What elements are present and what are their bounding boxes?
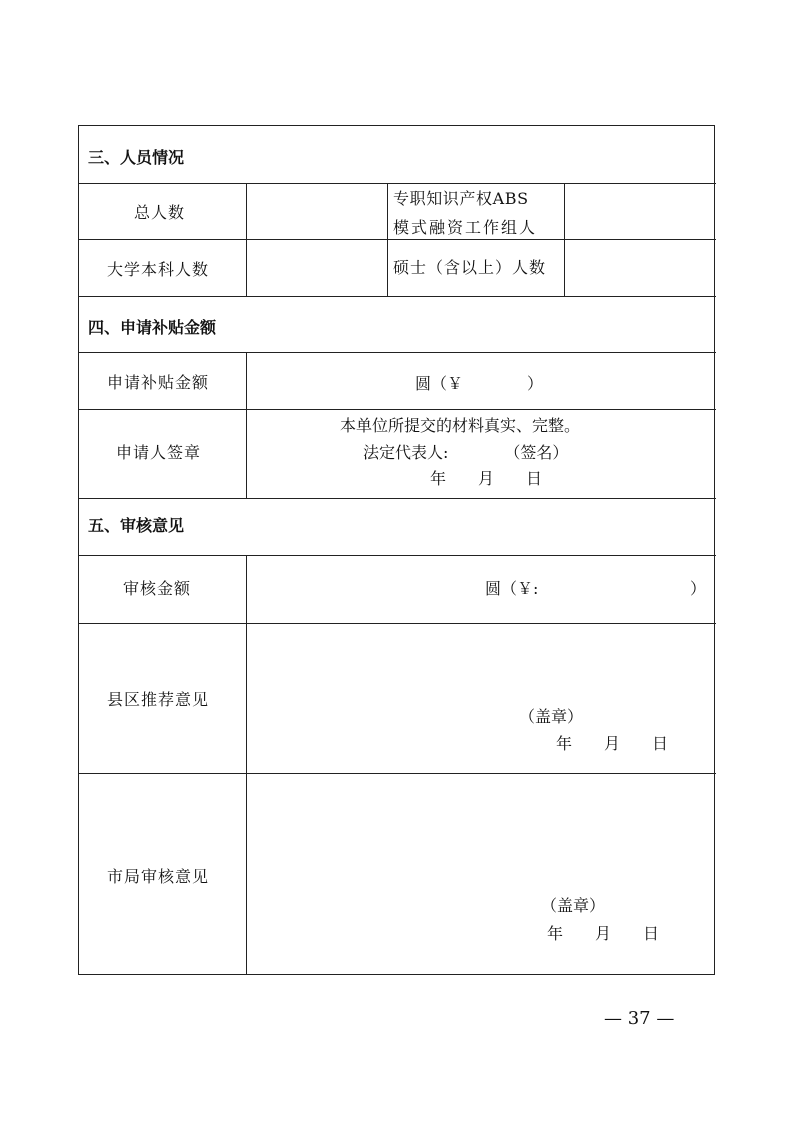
column-divider [246, 183, 247, 296]
city-seal: （盖章） [541, 896, 606, 915]
column-divider [564, 183, 565, 296]
audit-amount-prefix[interactable]: 圆（￥: [485, 579, 539, 598]
applicant-date[interactable]: 年 月 日 [430, 469, 543, 488]
abs-group-label-line2: 模式融资工作组人 [393, 218, 538, 237]
section-title-subsidy: 四、申请补贴金额 [88, 318, 217, 337]
county-date[interactable]: 年 月 日 [556, 734, 669, 753]
county-recommendation-label: 县区推荐意见 [107, 690, 210, 709]
master-count-label: 硕士（含以上）人数 [393, 258, 547, 277]
declaration-text: 本单位所提交的材料真实、完整。 [340, 416, 581, 435]
county-seal: （盖章） [519, 707, 584, 726]
row-divider [79, 623, 716, 624]
row-divider [79, 409, 716, 410]
row-divider [79, 555, 716, 556]
bachelor-count-label: 大学本科人数 [107, 260, 210, 279]
section-title-personnel: 三、人员情况 [88, 148, 185, 167]
column-divider [246, 555, 247, 974]
section-title-review: 五、审核意见 [88, 516, 185, 535]
city-review-label: 市局审核意见 [107, 867, 210, 886]
row-divider [79, 239, 247, 240]
row-divider [79, 498, 716, 499]
total-people-label: 总人数 [134, 203, 186, 222]
row-divider [79, 183, 716, 184]
column-divider [387, 183, 388, 296]
county-opinion-field[interactable] [248, 628, 712, 708]
city-date[interactable]: 年 月 日 [547, 924, 660, 943]
audit-amount-label: 审核金额 [123, 579, 192, 598]
city-opinion-field[interactable] [248, 778, 712, 888]
master-count-value[interactable] [568, 242, 712, 292]
total-people-value[interactable] [248, 186, 384, 236]
subsidy-amount-label: 申请补贴金额 [107, 373, 210, 392]
subsidy-amount-value[interactable]: 圆（￥ ） [415, 374, 544, 393]
applicant-seal-label: 申请人签章 [116, 443, 202, 462]
abs-group-label-line1: 专职知识产权ABS [393, 189, 529, 208]
row-divider [79, 773, 716, 774]
legal-rep-signature[interactable]: 法定代表人: （签名） [363, 443, 569, 462]
row-divider [79, 296, 716, 297]
abs-group-value[interactable] [568, 186, 712, 236]
bachelor-count-value[interactable] [248, 242, 384, 292]
page-number: — 37 — [604, 1008, 675, 1029]
row-divider [79, 352, 716, 353]
column-divider [246, 352, 247, 498]
audit-amount-suffix: ） [690, 579, 707, 598]
